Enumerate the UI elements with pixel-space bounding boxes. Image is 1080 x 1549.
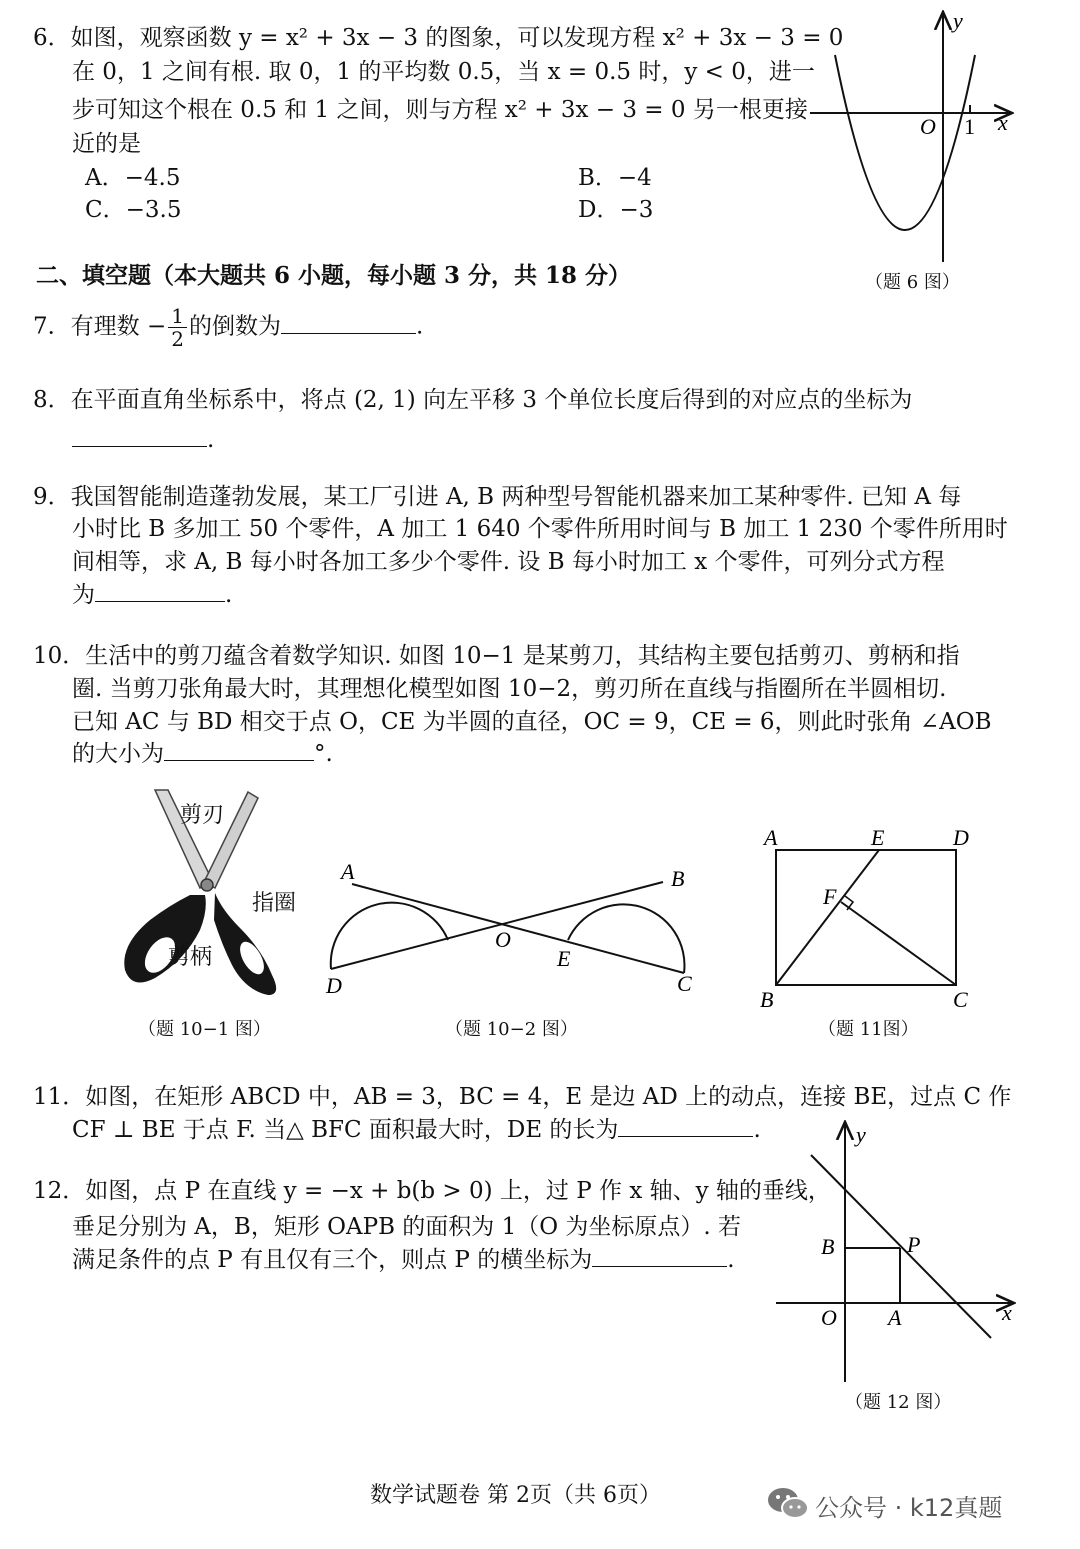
q12-line1: 12．如图，点 P 在直线 y = −x + b(b > 0) 上，过 P 作 x 轴、y 轴的垂线， — [33, 1178, 831, 1204]
fig11-diagram — [755, 820, 980, 1015]
fig11-b-label: B — [760, 987, 774, 1012]
q10-line3: 已知 AC 与 BD 相交于点 O，CE 为半圆的直径，OC = 9，CE = 6，则此时张角 ∠AOB — [72, 709, 992, 735]
fig11-e-label: E — [871, 825, 885, 850]
right-angle-mark — [845, 896, 853, 910]
q10-line4 — [72, 738, 333, 770]
q6-option-b: B．−4 — [578, 165, 652, 191]
q9-prefix: 为 — [72, 582, 95, 608]
fig11-d-label: D — [953, 825, 969, 850]
point-c-label: C — [677, 971, 692, 996]
q10-line2: 圈. 当剪刀张角最大时，其理想化模型如图 10−2，剪刃所在直线与指圈所在半圆相切. — [72, 676, 947, 702]
line-bd — [331, 882, 663, 969]
q6-option-d: D．−3 — [578, 197, 654, 223]
point-e-label: E — [557, 946, 571, 971]
q6-parabola-figure — [800, 5, 1030, 270]
fig11-caption: （题 11图） — [818, 1019, 919, 1040]
q7-suffix: 的倒数为 — [188, 313, 281, 340]
label-handle: 剪柄 — [168, 945, 213, 970]
q11-answer-blank[interactable] — [618, 1114, 753, 1137]
q12-line3 — [72, 1244, 735, 1276]
q6-option-c: C．−3.5 — [85, 197, 182, 223]
q6-caption: （题 6 图） — [865, 272, 960, 293]
q7-text — [33, 305, 423, 350]
q7-fraction — [168, 305, 187, 350]
scissors-pivot — [201, 879, 213, 891]
q12-line2: 垂足分别为 A，B，矩形 OAPB 的面积为 1（O 为坐标原点）. 若 — [72, 1214, 742, 1240]
fig12-caption: （题 12 图） — [845, 1392, 952, 1413]
q12-end: . — [727, 1247, 735, 1273]
fig10-2-diagram — [320, 850, 700, 1000]
point-o-label: O — [495, 927, 511, 952]
q6-line2: 在 0，1 之间有根. 取 0，1 的平均数 0.5，当 x = 0.5 时，y < 0，进一 — [72, 59, 815, 85]
q9-line2: 小时比 B 多加工 50 个零件，A 加工 1 640 个零件所用时间与 B 加工 1 230 个零件所用时 — [72, 516, 1008, 542]
q9-end: . — [225, 582, 233, 608]
q7-answer-blank[interactable] — [281, 311, 416, 334]
point-a-label: A — [341, 859, 355, 884]
q10-line1: 10．生活中的剪刀蕴含着数学知识. 如图 10−1 是某剪刀，其结构主要包括剪刃、剪柄和指 — [33, 643, 960, 669]
fig12-x-label: x — [1002, 1300, 1012, 1325]
fig10-2-caption: （题 10−2 图） — [445, 1019, 578, 1040]
section-title: 二、填空题（本大题共 6 小题，每小题 3 分，共 18 分） — [36, 262, 632, 289]
q11-line1: 11．如图，在矩形 ABCD 中，AB = 3，BC = 4，E 是边 AD 上的动点，连接 BE，过点 C 作 — [33, 1084, 1012, 1110]
q10-answer-blank[interactable] — [164, 738, 314, 761]
point-d-label: D — [326, 973, 342, 998]
fig11-a-label: A — [764, 825, 778, 850]
q6-line4: 近的是 — [72, 131, 141, 157]
q10-end: °. — [314, 741, 333, 767]
q9-line3: 间相等，求 A, B 每小时各加工多少个零件. 设 B 每小时加工 x 个零件，可列分式方程 — [72, 549, 945, 575]
q7-end: . — [415, 313, 424, 340]
q6-fig-x-label: x — [998, 110, 1008, 135]
watermark-text: 公众号 · k12真题 — [815, 1494, 1003, 1522]
line-ac — [352, 884, 684, 973]
q8-end: . — [207, 427, 215, 453]
fig12-b-label: B — [821, 1234, 835, 1259]
q6-line3: 步可知这个根在 0.5 和 1 之间，则与方程 x² + 3x − 3 = 0 另一根更接 — [72, 97, 808, 123]
q7-denominator: 2 — [171, 327, 184, 351]
fig11-c-label: C — [953, 987, 968, 1012]
q6-fig-y-label: y — [953, 8, 963, 33]
page-footer: 数学试题卷 第 2页（共 6页） — [370, 1483, 661, 1508]
q8-answer-blank[interactable] — [72, 424, 207, 447]
q11-end: . — [753, 1117, 761, 1143]
q7-numerator: 1 — [168, 305, 187, 328]
q11-prefix: CF ⊥ BE 于点 F. 当△ BFC 面积最大时，DE 的长为 — [72, 1117, 619, 1143]
q6-option-a: A．−4.5 — [85, 165, 181, 191]
q12-answer-blank[interactable] — [592, 1244, 727, 1267]
wechat-icon — [766, 1485, 812, 1523]
fig10-1-caption: （题 10−1 图） — [138, 1019, 271, 1040]
q12-prefix: 满足条件的点 P 有且仅有三个，则点 P 的横坐标为 — [72, 1247, 593, 1273]
q9-answer-blank[interactable] — [95, 579, 225, 602]
q9-line4 — [72, 579, 232, 611]
fig12-a-label: A — [888, 1305, 902, 1330]
q6-line1: 6．如图，观察函数 y = x² + 3x − 3 的图象，可以发现方程 x² + 3x − 3 = 0 — [33, 25, 844, 51]
q8-line1: 8．在平面直角坐标系中，将点 (2, 1) 向左平移 3 个单位长度后得到的对应点的坐标为 — [33, 387, 913, 413]
fig12-diagram — [770, 1118, 1025, 1390]
q6-fig-tick-label: 1 — [964, 114, 975, 139]
fig11-f-label: F — [823, 884, 837, 909]
label-finger-ring: 指圈 — [252, 891, 297, 916]
q8-line2 — [72, 424, 214, 456]
fig12-p-label: P — [907, 1232, 921, 1257]
fig12-y-label: y — [856, 1122, 866, 1147]
q9-line1: 9．我国智能制造蓬勃发展，某工厂引进 A, B 两种型号智能机器来加工某种零件. 已知 A 每 — [33, 484, 962, 510]
q7-prefix: 7．有理数 − — [33, 313, 167, 340]
label-blade: 剪刃 — [180, 803, 225, 828]
point-b-label: B — [671, 866, 685, 891]
semicircle-right — [568, 904, 684, 973]
semicircle-left — [331, 903, 448, 969]
q10-prefix: 的大小为 — [72, 741, 164, 767]
q11-line2 — [72, 1114, 761, 1146]
q6-fig-origin-label: O — [920, 114, 936, 139]
segment-cf — [841, 902, 956, 985]
fig12-o-label: O — [821, 1305, 837, 1330]
